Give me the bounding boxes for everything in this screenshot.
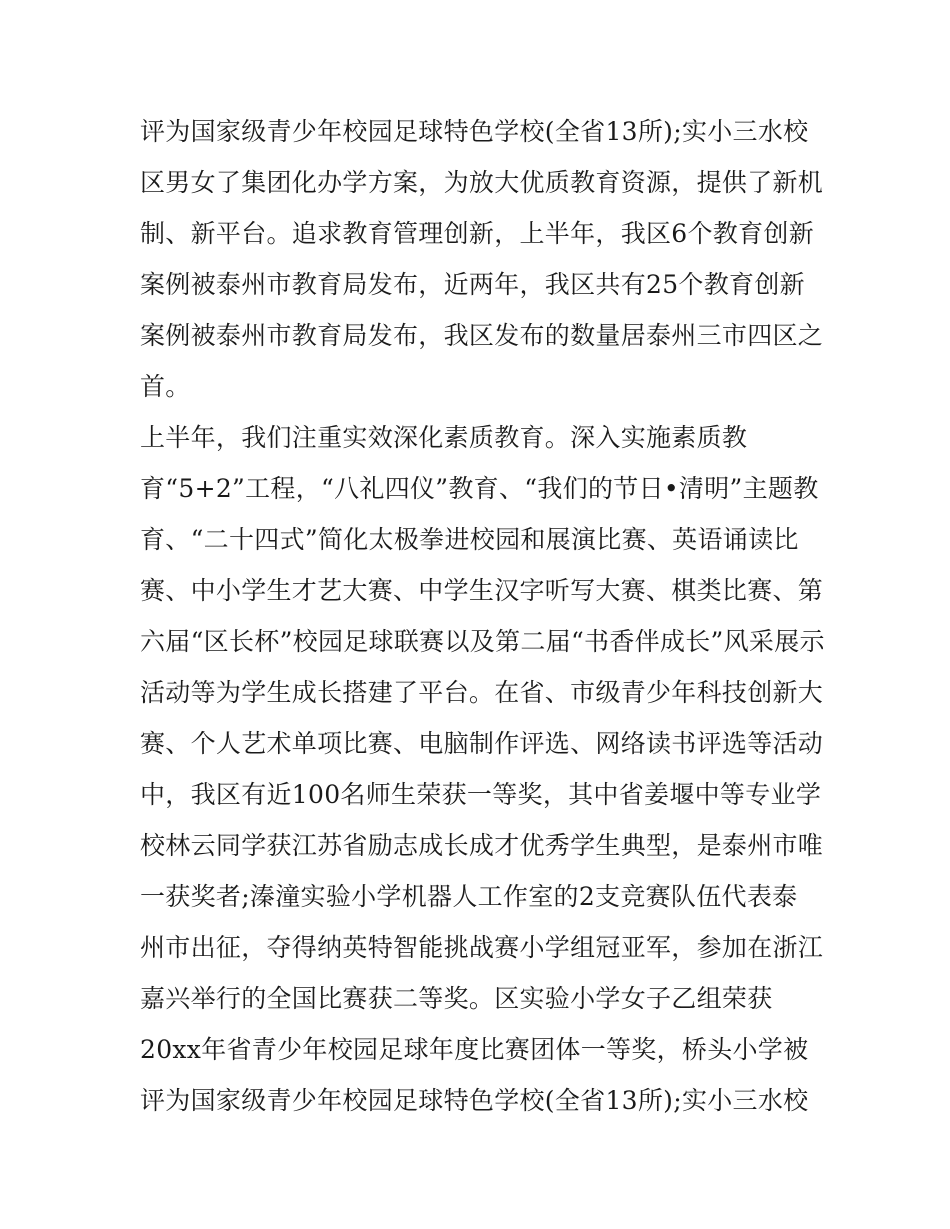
text-line: 案例被泰州市教育局发布，我区发布的数量居泰州三市四区之 [140, 321, 824, 350]
text-line: 育、“二十四式”简化太极拳进校园和展演比赛、英语诵读比 [140, 525, 799, 554]
text-line: 20xx年省青少年校园足球年度比赛团体一等奖，桥头小学被 [140, 1035, 809, 1064]
text-line: 评为国家级青少年校园足球特色学校(全省13所);实小三水校 [140, 1086, 809, 1115]
text-line: 首。 [140, 372, 191, 401]
text-line: 案例被泰州市教育局发布，近两年，我区共有25个教育创新 [140, 270, 805, 299]
text-line: 赛、中小学生才艺大赛、中学生汉字听写大赛、棋类比赛、第 [140, 576, 824, 605]
text-line: 州市出征，夺得纳英特智能挑战赛小学组冠亚军，参加在浙江 [140, 933, 824, 962]
text-line: 评为国家级青少年校园足球特色学校(全省13所);实小三水校 [140, 117, 809, 146]
text-line: 区男女了集团化办学方案，为放大优质教育资源，提供了新机 [140, 168, 824, 197]
text-line: 嘉兴举行的全国比赛获二等奖。区实验小学女子乙组荣获 [140, 984, 773, 1013]
text-line: 六届“区长杯”校园足球联赛以及第二届“书香伴成长”风采展示 [140, 627, 825, 656]
text-line: 校林云同学获江苏省励志成长成才优秀学生典型，是泰州市唯 [140, 831, 824, 860]
text-line: 一获奖者;溱潼实验小学机器人工作室的2支竞赛队伍代表泰 [140, 882, 798, 911]
text-line: 制、新平台。追求教育管理创新，上半年，我区6个教育创新 [140, 219, 815, 248]
text-line: 活动等为学生成长搭建了平台。在省、市级青少年科技创新大 [140, 678, 824, 707]
text-line: 赛、个人艺术单项比赛、电脑制作评选、网络读书评选等活动 [140, 729, 824, 758]
text-line: 育“5+2”工程，“八礼四仪”教育、“我们的节日•清明”主题教 [140, 474, 819, 503]
text-line: 中，我区有近100名师生荣获一等奖，其中省姜堰中等专业学 [140, 780, 822, 809]
document-body [140, 106, 825, 1126]
text-line: 上半年，我们注重实效深化素质教育。深入实施素质教 [140, 423, 748, 452]
